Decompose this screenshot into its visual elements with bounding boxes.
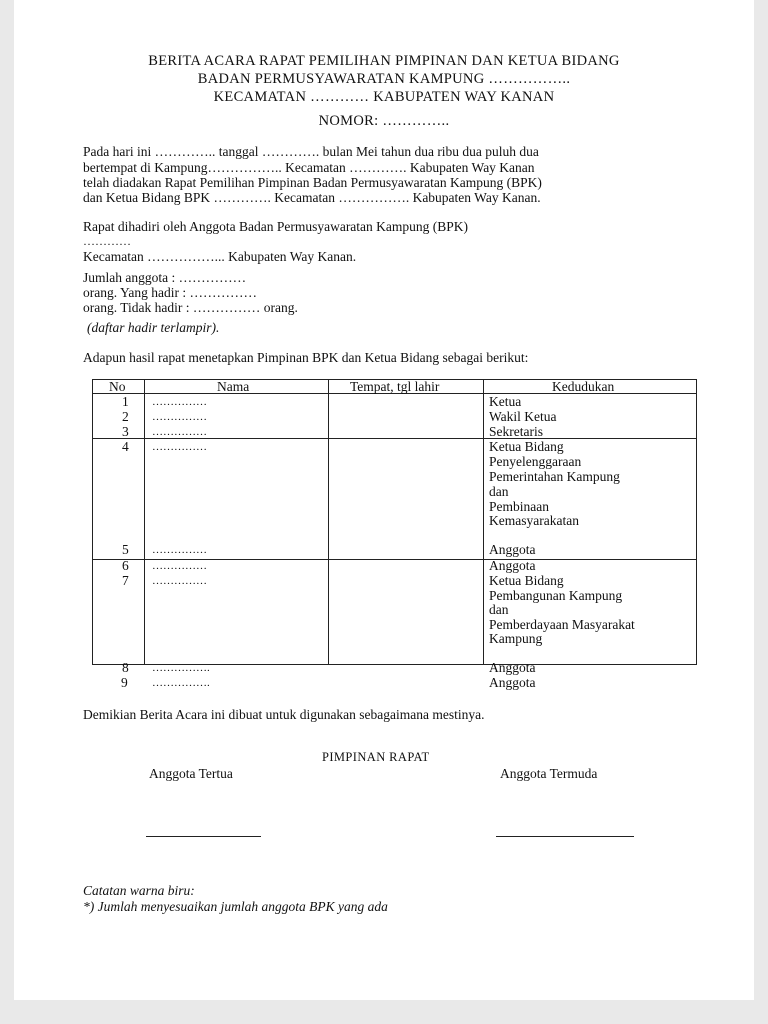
attendance-line-2: ………… (83, 234, 131, 248)
row-6-kedudukan: Anggota (489, 558, 536, 573)
row-5-no: 5 (122, 542, 129, 557)
row-2-kedudukan: Wakil Ketua (489, 409, 557, 424)
row-9-kedudukan: Anggota (489, 675, 536, 690)
closing-statement: Demikian Berita Acara ini dibuat untuk digunakan sebagaimana mestinya. (83, 707, 485, 722)
row-9-nama: ……………. (152, 677, 210, 689)
row-4-nama: …………… (152, 441, 207, 453)
table-header-no: No (109, 379, 126, 394)
signature-right-label: Anggota Termuda (500, 766, 598, 781)
row-7-kedudukan-5: Kampung (489, 631, 543, 646)
intro-line-4: dan Ketua Bidang BPK …………. Kecamatan ……………. Kabupaten Way Kanan. (83, 190, 541, 205)
signature-line-right (496, 836, 634, 837)
intro-line-3: telah diadakan Rapat Pemilihan Pimpinan Badan Permusyawaratan Kampung (BPK) (83, 175, 542, 190)
row-3-kedudukan: Sekretaris (489, 424, 543, 439)
footnote-text: *) Jumlah menyesuaikan jumlah anggota BPK yang ada (83, 899, 388, 914)
row-4-kedudukan-6: Kemasyarakatan (489, 513, 579, 528)
count-absent: orang. Tidak hadir : …………… orang. (83, 300, 298, 315)
signature-line-left (146, 836, 261, 837)
row-7-kedudukan-2: Pembangunan Kampung (489, 588, 623, 603)
row-9-no: 9 (121, 675, 128, 690)
doc-title-line-1: BERITA ACARA RAPAT PEMILIHAN PIMPINAN DAN KETUA BIDANG (148, 53, 620, 69)
row-8-kedudukan: Anggota (489, 660, 536, 675)
doc-number: NOMOR: ………….. (318, 113, 450, 129)
row-4-kedudukan-5: Pembinaan (489, 499, 549, 514)
table-header-kedudukan: Kedudukan (552, 379, 615, 394)
attendance-note: (daftar hadir terlampir). (87, 320, 220, 335)
row-6-nama: …………… (152, 560, 207, 572)
doc-title-line-2: BADAN PERMUSYAWARATAN KAMPUNG …………….. (197, 71, 571, 87)
table-col-divider (144, 379, 145, 665)
row-4-kedudukan-2: Penyelenggaraan (489, 454, 582, 469)
document-page (14, 0, 754, 1000)
count-present: orang. Yang hadir : …………… (83, 285, 257, 300)
intro-line-2: bertempat di Kampung…………….. Kecamatan …………. Kabupaten Way Kanan (83, 160, 535, 175)
result-intro: Adapun hasil rapat menetapkan Pimpinan BPK dan Ketua Bidang sebagai berikut: (83, 350, 529, 365)
table-col-divider (328, 379, 329, 665)
row-4-kedudukan-1: Ketua Bidang (489, 439, 564, 454)
row-4-kedudukan-4: dan (489, 484, 509, 499)
table-header-nama: Nama (217, 379, 250, 394)
row-1-kedudukan: Ketua (489, 394, 522, 409)
row-5-kedudukan: Anggota (489, 542, 536, 557)
row-8-no: 8 (122, 660, 129, 675)
row-7-kedudukan-4: Pemberdayaan Masyarakat (489, 617, 635, 632)
table-right-border (696, 379, 697, 665)
attendance-line-3: Kecamatan ……………... Kabupaten Way Kanan. (83, 249, 357, 264)
row-4-no: 4 (122, 439, 129, 454)
signature-heading: PIMPINAN RAPAT (322, 750, 430, 764)
row-1-nama: …………… (152, 396, 207, 408)
table-left-border (92, 379, 93, 665)
row-3-no: 3 (122, 424, 129, 439)
attendance-line-1: Rapat dihadiri oleh Anggota Badan Permusyawaratan Kampung (BPK) (83, 219, 469, 234)
count-total: Jumlah anggota : …………… (83, 270, 247, 285)
row-2-no: 2 (122, 409, 129, 424)
table-header-tempat: Tempat, tgl lahir (350, 379, 440, 394)
row-1-no: 1 (122, 394, 129, 409)
row-3-nama: …………… (152, 426, 207, 438)
row-2-nama: …………… (152, 411, 207, 423)
intro-line-1: Pada hari ini ………….. tanggal …………. bulan Mei tahun dua ribu dua puluh dua (83, 144, 539, 159)
doc-title-line-3: KECAMATAN ………… KABUPATEN WAY KANAN (213, 89, 555, 105)
row-4-kedudukan-3: Pemerintahan Kampung (489, 469, 620, 484)
row-7-no: 7 (122, 573, 129, 588)
table-col-divider (483, 379, 484, 665)
row-5-nama: …………… (152, 544, 207, 556)
row-8-nama: ……………. (152, 662, 210, 674)
row-6-no: 6 (122, 558, 129, 573)
signature-left-label: Anggota Tertua (149, 766, 233, 781)
footnote-title: Catatan warna biru: (83, 883, 195, 898)
row-7-nama: …………… (152, 575, 207, 587)
row-7-kedudukan-1: Ketua Bidang (489, 573, 564, 588)
row-7-kedudukan-3: dan (489, 602, 509, 617)
member-table (92, 379, 697, 675)
